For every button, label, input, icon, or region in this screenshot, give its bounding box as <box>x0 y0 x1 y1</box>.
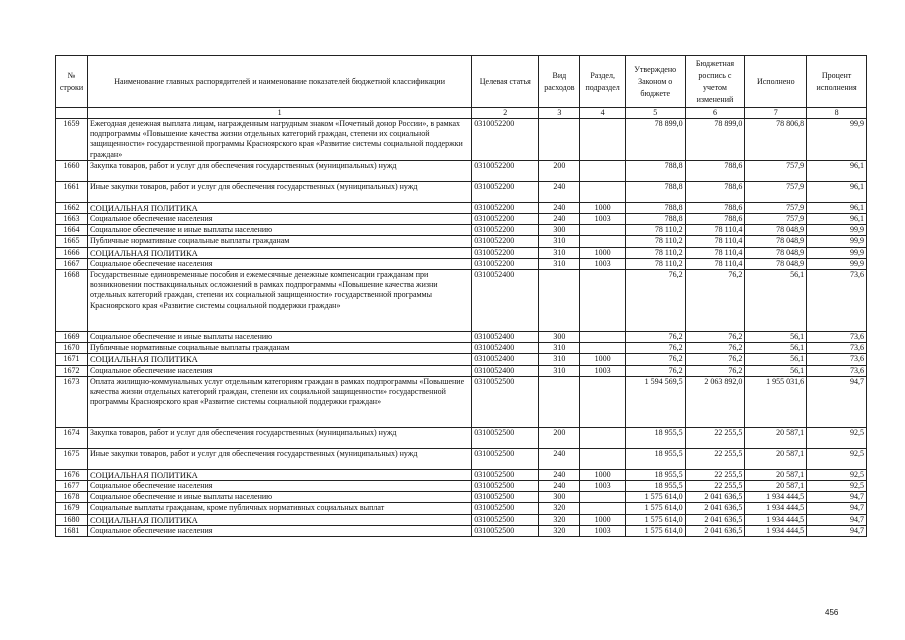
cell-budget: 2 063 892,0 <box>685 376 745 427</box>
cell-razd: 1000 <box>580 514 625 525</box>
cell-name: СОЦИАЛЬНАЯ ПОЛИТИКА <box>87 202 471 213</box>
cell-budget: 22 255,5 <box>685 481 745 492</box>
cell-razd <box>580 503 625 514</box>
cell-percent: 73,6 <box>807 365 867 376</box>
cell-target: 0310052500 <box>472 427 539 448</box>
cell-percent: 96,1 <box>807 202 867 213</box>
cell-budget: 76,2 <box>685 365 745 376</box>
cell-razd <box>580 225 625 236</box>
cell-razd: 1000 <box>580 354 625 365</box>
table-row <box>56 160 867 181</box>
cell-budget: 78 110,4 <box>685 247 745 258</box>
cell-razd: 1003 <box>580 481 625 492</box>
cell-percent: 92,5 <box>807 427 867 448</box>
cell-budget: 788,6 <box>685 181 745 202</box>
cell-percent: 96,1 <box>807 214 867 225</box>
cell-name: Социальное обеспечение населения <box>87 481 471 492</box>
cell-percent: 96,1 <box>807 181 867 202</box>
table-row <box>56 236 867 247</box>
cell-name: Социальное обеспечение и иные выплаты населению <box>87 492 471 503</box>
cell-target: 0310052400 <box>472 354 539 365</box>
column-number-row <box>56 108 867 119</box>
cell-no: 1675 <box>56 448 88 469</box>
column-number: 4 <box>580 108 625 119</box>
cell-target: 0310052500 <box>472 376 539 427</box>
cell-vid <box>539 376 580 427</box>
cell-razd <box>580 236 625 247</box>
table-row <box>56 365 867 376</box>
cell-target: 0310052200 <box>472 181 539 202</box>
cell-percent: 94,7 <box>807 503 867 514</box>
cell-executed: 20 587,1 <box>745 481 807 492</box>
cell-executed: 78 048,9 <box>745 247 807 258</box>
cell-no: 1674 <box>56 427 88 448</box>
table-row <box>56 354 867 365</box>
header-vid: Вид расходов <box>539 56 580 108</box>
cell-approved: 76,2 <box>625 343 685 354</box>
cell-target: 0310052500 <box>472 514 539 525</box>
cell-executed: 56,1 <box>745 270 807 332</box>
cell-approved: 76,2 <box>625 354 685 365</box>
cell-razd <box>580 332 625 343</box>
cell-budget: 76,2 <box>685 343 745 354</box>
cell-approved: 788,8 <box>625 214 685 225</box>
cell-target: 0310052200 <box>472 236 539 247</box>
cell-name: Ежегодная денежная выплата лицам, награжденным нагрудным знаком «Почетный донор России», в рамках подпрограммы «Повышение качества жизни отдельных категорий граждан, степени их социальной защищенности» государственной программы Красноярского края «Развитие системы социальной поддержки граждан» <box>87 119 471 161</box>
cell-name: Оплата жилищно-коммунальных услуг отдельным категориям граждан в рамках подпрограммы «Повышение качества жизни отдельных категорий граждан, степени их социальной защищенности» государственной программы Красноярского края «Развитие системы социальной поддержки граждан» <box>87 376 471 427</box>
cell-executed: 78 048,9 <box>745 225 807 236</box>
cell-vid: 310 <box>539 258 580 269</box>
cell-vid: 320 <box>539 514 580 525</box>
cell-vid: 240 <box>539 469 580 480</box>
cell-vid: 320 <box>539 525 580 536</box>
cell-no: 1671 <box>56 354 88 365</box>
cell-executed: 1 934 444,5 <box>745 525 807 536</box>
cell-percent: 94,7 <box>807 376 867 427</box>
cell-no: 1676 <box>56 469 88 480</box>
cell-budget: 76,2 <box>685 354 745 365</box>
cell-executed: 757,9 <box>745 214 807 225</box>
cell-percent: 92,5 <box>807 481 867 492</box>
cell-target: 0310052500 <box>472 469 539 480</box>
cell-budget: 788,6 <box>685 214 745 225</box>
cell-executed: 1 934 444,5 <box>745 492 807 503</box>
cell-no: 1664 <box>56 225 88 236</box>
cell-percent: 94,7 <box>807 514 867 525</box>
header-target: Целевая статья <box>472 56 539 108</box>
cell-vid: 200 <box>539 427 580 448</box>
cell-no: 1673 <box>56 376 88 427</box>
cell-target: 0310052500 <box>472 525 539 536</box>
cell-executed: 757,9 <box>745 181 807 202</box>
cell-approved: 18 955,5 <box>625 427 685 448</box>
cell-approved: 1 575 614,0 <box>625 525 685 536</box>
cell-vid: 300 <box>539 492 580 503</box>
header-approved: Утверждено Законом о бюджете <box>625 56 685 108</box>
cell-razd: 1000 <box>580 247 625 258</box>
cell-approved: 1 594 569,5 <box>625 376 685 427</box>
page-number: 456 <box>825 608 839 617</box>
cell-percent: 99,9 <box>807 236 867 247</box>
cell-vid: 300 <box>539 225 580 236</box>
cell-no: 1677 <box>56 481 88 492</box>
cell-vid: 240 <box>539 202 580 213</box>
table-row <box>56 427 867 448</box>
header-percent: Процент исполнения <box>807 56 867 108</box>
cell-approved: 76,2 <box>625 270 685 332</box>
cell-no: 1663 <box>56 214 88 225</box>
table-row <box>56 119 867 161</box>
cell-name: СОЦИАЛЬНАЯ ПОЛИТИКА <box>87 247 471 258</box>
cell-no: 1678 <box>56 492 88 503</box>
table-row <box>56 270 867 332</box>
cell-executed: 56,1 <box>745 354 807 365</box>
cell-executed: 757,9 <box>745 160 807 181</box>
cell-percent: 73,6 <box>807 332 867 343</box>
cell-target: 0310052200 <box>472 247 539 258</box>
cell-name: Социальное обеспечение и иные выплаты населению <box>87 225 471 236</box>
column-number-spacer <box>56 108 88 119</box>
cell-approved: 18 955,5 <box>625 469 685 480</box>
cell-target: 0310052400 <box>472 343 539 354</box>
table-row <box>56 332 867 343</box>
cell-no: 1679 <box>56 503 88 514</box>
cell-name: Социальное обеспечение населения <box>87 365 471 376</box>
cell-executed: 56,1 <box>745 343 807 354</box>
cell-budget: 22 255,5 <box>685 427 745 448</box>
header-row-no: № строки <box>56 56 88 108</box>
cell-no: 1666 <box>56 247 88 258</box>
cell-target: 0310052200 <box>472 202 539 213</box>
cell-razd <box>580 427 625 448</box>
cell-budget: 788,6 <box>685 202 745 213</box>
cell-approved: 78 110,2 <box>625 236 685 247</box>
cell-no: 1680 <box>56 514 88 525</box>
cell-target: 0310052400 <box>472 270 539 332</box>
cell-approved: 78 110,2 <box>625 225 685 236</box>
cell-target: 0310052500 <box>472 503 539 514</box>
cell-approved: 78 899,0 <box>625 119 685 161</box>
cell-executed: 78 048,9 <box>745 236 807 247</box>
cell-executed: 1 955 031,6 <box>745 376 807 427</box>
cell-budget: 78 110,4 <box>685 236 745 247</box>
cell-vid: 240 <box>539 448 580 469</box>
cell-name: Публичные нормативные социальные выплаты гражданам <box>87 343 471 354</box>
cell-vid: 240 <box>539 481 580 492</box>
cell-vid: 310 <box>539 365 580 376</box>
table-row <box>56 525 867 536</box>
cell-percent: 92,5 <box>807 469 867 480</box>
cell-target: 0310052200 <box>472 160 539 181</box>
cell-approved: 1 575 614,0 <box>625 492 685 503</box>
cell-name: Социальное обеспечение населения <box>87 525 471 536</box>
cell-budget: 2 041 636,5 <box>685 503 745 514</box>
cell-razd <box>580 343 625 354</box>
cell-name: Социальное обеспечение населения <box>87 258 471 269</box>
cell-budget: 78 110,4 <box>685 258 745 269</box>
budget-table <box>55 55 867 537</box>
cell-name: Социальное обеспечение населения <box>87 214 471 225</box>
cell-target: 0310052400 <box>472 332 539 343</box>
cell-razd: 1003 <box>580 258 625 269</box>
cell-vid: 310 <box>539 236 580 247</box>
cell-name: Публичные нормативные социальные выплаты гражданам <box>87 236 471 247</box>
cell-vid: 300 <box>539 332 580 343</box>
cell-razd: 1003 <box>580 214 625 225</box>
cell-vid: 240 <box>539 214 580 225</box>
cell-executed: 78 048,9 <box>745 258 807 269</box>
cell-percent: 92,5 <box>807 448 867 469</box>
cell-percent: 73,6 <box>807 343 867 354</box>
cell-budget: 2 041 636,5 <box>685 492 745 503</box>
cell-target: 0310052200 <box>472 258 539 269</box>
cell-budget: 76,2 <box>685 270 745 332</box>
cell-name: Закупка товаров, работ и услуг для обеспечения государственных (муниципальных) нужд <box>87 160 471 181</box>
table-row <box>56 258 867 269</box>
cell-percent: 94,7 <box>807 492 867 503</box>
cell-no: 1661 <box>56 181 88 202</box>
cell-target: 0310052400 <box>472 365 539 376</box>
cell-razd <box>580 270 625 332</box>
cell-name: Иные закупки товаров, работ и услуг для обеспечения государственных (муниципальных) нужд <box>87 181 471 202</box>
cell-approved: 788,8 <box>625 160 685 181</box>
cell-name: СОЦИАЛЬНАЯ ПОЛИТИКА <box>87 514 471 525</box>
table-row <box>56 343 867 354</box>
cell-budget: 788,6 <box>685 160 745 181</box>
cell-no: 1669 <box>56 332 88 343</box>
cell-no: 1667 <box>56 258 88 269</box>
cell-no: 1660 <box>56 160 88 181</box>
cell-vid: 310 <box>539 354 580 365</box>
cell-approved: 78 110,2 <box>625 258 685 269</box>
cell-percent: 99,9 <box>807 247 867 258</box>
cell-no: 1662 <box>56 202 88 213</box>
cell-executed: 20 587,1 <box>745 448 807 469</box>
cell-vid: 320 <box>539 503 580 514</box>
cell-target: 0310052500 <box>472 448 539 469</box>
cell-no: 1670 <box>56 343 88 354</box>
cell-vid: 310 <box>539 343 580 354</box>
cell-target: 0310052500 <box>472 492 539 503</box>
cell-razd <box>580 181 625 202</box>
cell-percent: 99,9 <box>807 119 867 161</box>
cell-target: 0310052200 <box>472 225 539 236</box>
cell-approved: 78 110,2 <box>625 247 685 258</box>
cell-executed: 757,9 <box>745 202 807 213</box>
cell-vid <box>539 270 580 332</box>
cell-name: Социальное обеспечение и иные выплаты населению <box>87 332 471 343</box>
table-row <box>56 181 867 202</box>
table-row <box>56 492 867 503</box>
table-row <box>56 225 867 236</box>
cell-approved: 788,8 <box>625 181 685 202</box>
cell-razd <box>580 376 625 427</box>
cell-executed: 56,1 <box>745 332 807 343</box>
cell-executed: 1 934 444,5 <box>745 503 807 514</box>
cell-budget: 22 255,5 <box>685 448 745 469</box>
cell-razd <box>580 160 625 181</box>
header-row <box>56 56 867 108</box>
table-row <box>56 448 867 469</box>
table-row <box>56 481 867 492</box>
column-number: 1 <box>87 108 471 119</box>
header-name: Наименование главных распорядителей и наименование показателей бюджетной классификации <box>87 56 471 108</box>
cell-approved: 76,2 <box>625 365 685 376</box>
header-razdel: Раздел, подраздел <box>580 56 625 108</box>
cell-razd <box>580 448 625 469</box>
cell-razd: 1003 <box>580 525 625 536</box>
cell-approved: 1 575 614,0 <box>625 503 685 514</box>
cell-approved: 76,2 <box>625 332 685 343</box>
cell-name: Закупка товаров, работ и услуг для обеспечения государственных (муниципальных) нужд <box>87 427 471 448</box>
cell-razd: 1000 <box>580 202 625 213</box>
cell-razd <box>580 492 625 503</box>
table-row <box>56 214 867 225</box>
table-row <box>56 514 867 525</box>
column-number: 7 <box>745 108 807 119</box>
table-row <box>56 376 867 427</box>
cell-approved: 1 575 614,0 <box>625 514 685 525</box>
table-row <box>56 503 867 514</box>
cell-name: Государственные единовременные пособия и ежемесячные денежные компенсации гражданам при возникновении поствакцинальных осложнений в рамках подпрограммы «Повышение качества жизни отдельных категорий граждан, степени их социальной защищенности» государственной программы Красноярского края «Развитие системы социальной поддержки граждан» <box>87 270 471 332</box>
cell-no: 1681 <box>56 525 88 536</box>
cell-no: 1659 <box>56 119 88 161</box>
cell-vid <box>539 119 580 161</box>
cell-vid: 200 <box>539 160 580 181</box>
cell-percent: 73,6 <box>807 354 867 365</box>
cell-razd <box>580 119 625 161</box>
table-row <box>56 247 867 258</box>
cell-razd: 1003 <box>580 365 625 376</box>
cell-executed: 20 587,1 <box>745 469 807 480</box>
cell-target: 0310052500 <box>472 481 539 492</box>
cell-executed: 20 587,1 <box>745 427 807 448</box>
header-executed: Исполнено <box>745 56 807 108</box>
cell-name: Иные закупки товаров, работ и услуг для обеспечения государственных (муниципальных) нужд <box>87 448 471 469</box>
cell-executed: 78 806,8 <box>745 119 807 161</box>
header-budget: Бюджетная роспись с учетом изменений <box>685 56 745 108</box>
cell-approved: 18 955,5 <box>625 448 685 469</box>
cell-name: СОЦИАЛЬНАЯ ПОЛИТИКА <box>87 469 471 480</box>
column-number: 3 <box>539 108 580 119</box>
cell-name: СОЦИАЛЬНАЯ ПОЛИТИКА <box>87 354 471 365</box>
cell-percent: 94,7 <box>807 525 867 536</box>
cell-percent: 99,9 <box>807 258 867 269</box>
column-number: 5 <box>625 108 685 119</box>
table-row <box>56 469 867 480</box>
cell-percent: 96,1 <box>807 160 867 181</box>
cell-budget: 2 041 636,5 <box>685 525 745 536</box>
cell-percent: 73,6 <box>807 270 867 332</box>
cell-approved: 788,8 <box>625 202 685 213</box>
cell-budget: 2 041 636,5 <box>685 514 745 525</box>
cell-percent: 99,9 <box>807 225 867 236</box>
column-number: 6 <box>685 108 745 119</box>
cell-budget: 78 110,4 <box>685 225 745 236</box>
cell-no: 1672 <box>56 365 88 376</box>
cell-executed: 1 934 444,5 <box>745 514 807 525</box>
cell-target: 0310052200 <box>472 119 539 161</box>
cell-vid: 310 <box>539 247 580 258</box>
cell-no: 1665 <box>56 236 88 247</box>
column-number: 8 <box>807 108 867 119</box>
table-row <box>56 202 867 213</box>
cell-budget: 78 899,0 <box>685 119 745 161</box>
cell-no: 1668 <box>56 270 88 332</box>
cell-target: 0310052200 <box>472 214 539 225</box>
cell-budget: 76,2 <box>685 332 745 343</box>
cell-budget: 22 255,5 <box>685 469 745 480</box>
cell-approved: 18 955,5 <box>625 481 685 492</box>
cell-name: Социальные выплаты гражданам, кроме публичных нормативных социальных выплат <box>87 503 471 514</box>
cell-executed: 56,1 <box>745 365 807 376</box>
cell-vid: 240 <box>539 181 580 202</box>
cell-razd: 1000 <box>580 469 625 480</box>
column-number: 2 <box>472 108 539 119</box>
